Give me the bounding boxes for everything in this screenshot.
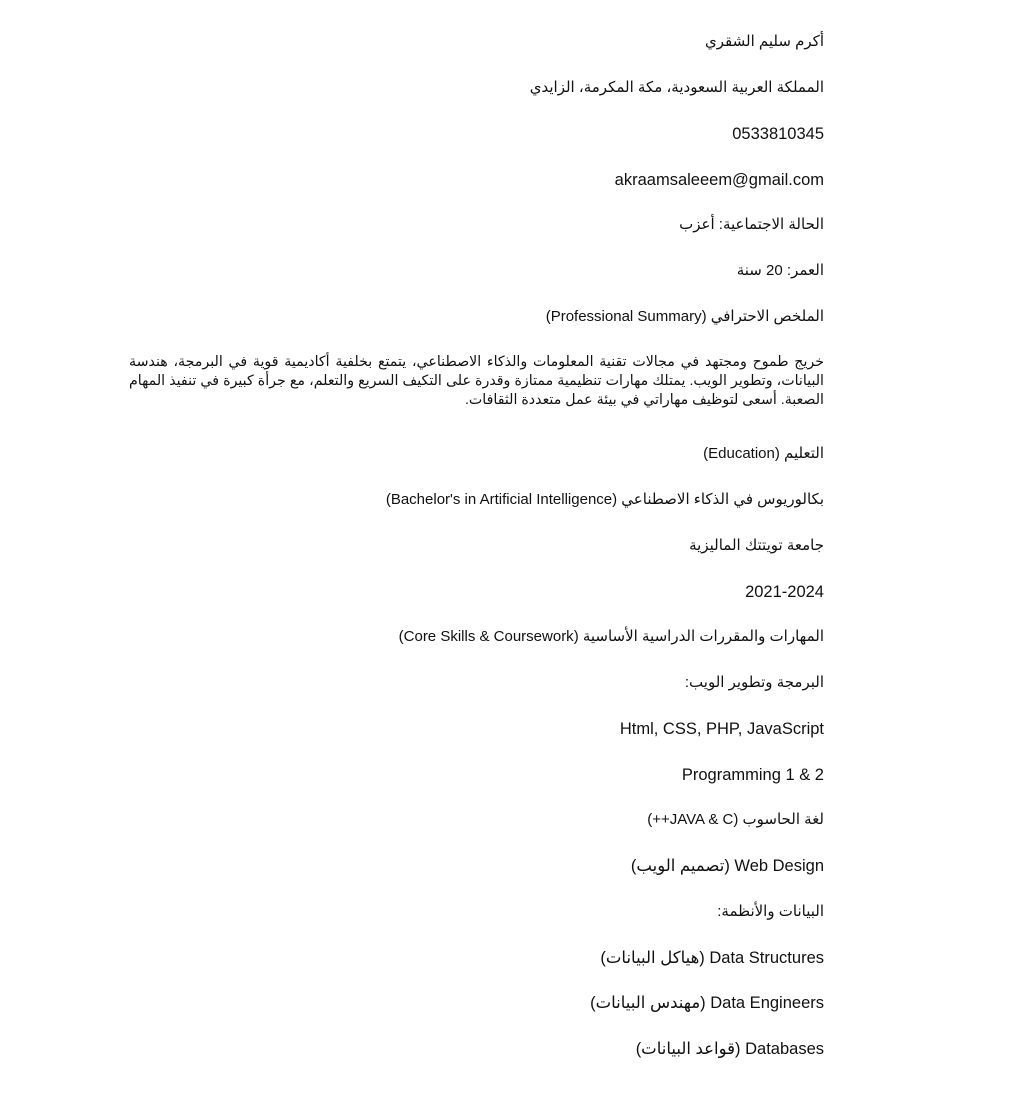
skills-heading: المهارات والمقررات الدراسية الأساسية (Core Skills & Coursework) <box>398 628 824 645</box>
education-heading: التعليم (Education) <box>703 445 824 462</box>
summary-heading: الملخص الاحترافي (Professional Summary) <box>545 308 824 325</box>
education-years: 2021-2024 <box>745 583 824 601</box>
skill-item: Html, CSS, PHP, JavaScript <box>619 720 824 738</box>
resume-phone: 0533810345 <box>732 125 824 143</box>
programming-heading: البرمجة وتطوير الويب: <box>684 674 824 691</box>
skill-item: Web Design (تصميم الويب) <box>630 857 824 875</box>
resume-name: أكرم سليم الشقري <box>705 33 824 50</box>
skill-item: Data Engineers (مهندس البيانات) <box>590 994 824 1012</box>
skill-item: Databases (قواعد البيانات) <box>635 1040 824 1058</box>
summary-text: خريج طموح ومجتهد في مجالات تقنية المعلومات والذكاء الاصطناعي، يتمتع بخلفية أكاديمية قوية في البرمجة، هندسة البيانات، وتطوير الويب. يمتلك مهارات تنظيمية ممتازة وقدرة على التكيف السريع والتعلم، مع جرأة كبيرة في تنفيذ المهام الصعبة. أسعى لتوظيف مهاراتي في بيئة عمل متعددة الثقافات. <box>129 354 824 408</box>
skill-item: Programming 1 & 2 <box>681 766 824 784</box>
education-university: جامعة تويتتك الماليزية <box>689 537 824 554</box>
resume-email: akraamsaleeem@gmail.com <box>614 171 824 189</box>
resume-marital-status: الحالة الاجتماعية: أعزب <box>679 216 824 233</box>
resume-address: المملكة العربية السعودية، مكة المكرمة، الزايدي <box>529 79 824 96</box>
resume-age: العمر: 20 سنة <box>736 262 824 279</box>
education-degree: بكالوريوس في الذكاء الاصطناعي (Bachelor's in Artificial Intelligence) <box>385 491 824 508</box>
skill-item: لغة الحاسوب (JAVA & C++) <box>647 811 824 828</box>
data-systems-heading: البيانات والأنظمة: <box>717 903 824 920</box>
skill-item: Data Structures (هياكل البيانات) <box>600 949 824 967</box>
